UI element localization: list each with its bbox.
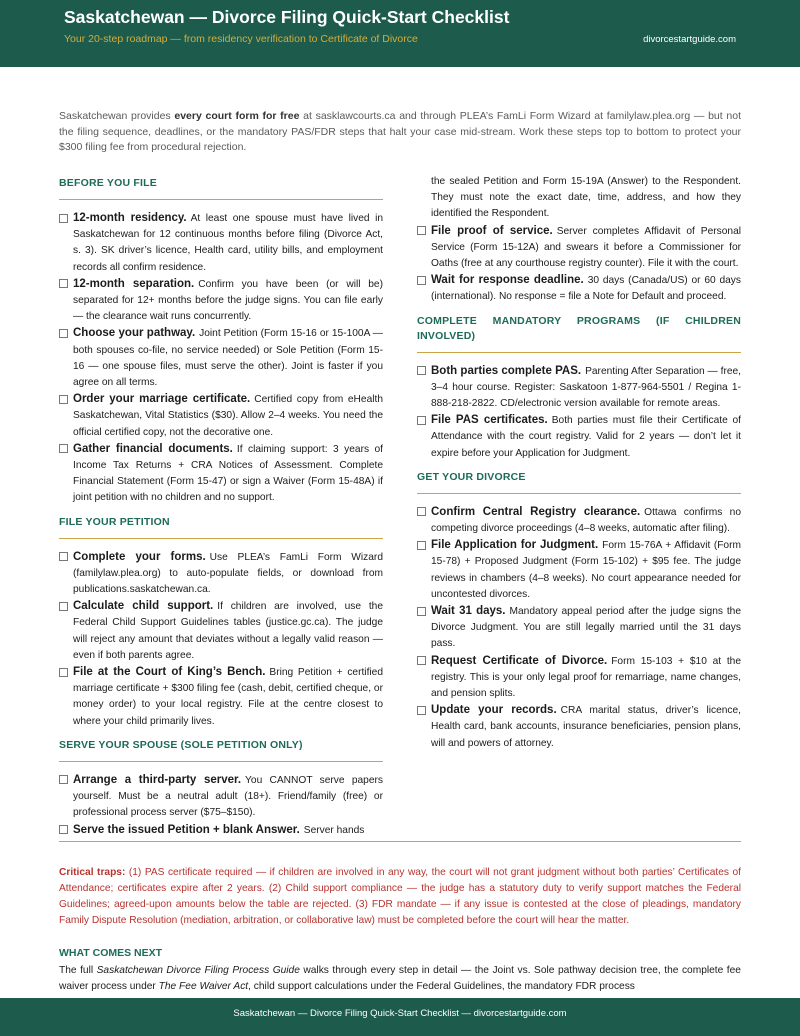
- checkbox-icon[interactable]: [59, 602, 68, 611]
- checkbox-icon[interactable]: [59, 279, 68, 288]
- footer-banner: [0, 998, 800, 1036]
- checklist-item[interactable]: File at the Court of King’s Bench. Bring Petition + certified marriage certificate + $300 filing fee (cash, debit, certified cheque, or money order) to your local registry. File at the centre closest to where your child primarily lives.: [59, 664, 383, 730]
- what-comes-next-text: The full Saskatchewan Divorce Filing Process Guide walks through every step in detail — the Joint vs. Sole pathway decision tree, the complete fee waiver process under The Fee Waiver Act, child support calculations under the Federal Guidelines, the mandatory FDR process: [59, 965, 741, 992]
- checklist-item[interactable]: Update your records. CRA marital status, driver’s licence, Health card, bank accounts, insurance beneficiaries, pension plans, will and powers of attorney.: [417, 702, 741, 752]
- header-banner: [0, 0, 800, 67]
- checklist-item[interactable]: File proof of service. Server completes Affidavit of Personal Service (Form 15-12A) and swears it before a Commissioner for Oaths (free at any courthouse registry counter). File it with the court.: [417, 223, 741, 273]
- checklist-item[interactable]: Wait for response deadline. 30 days (Canada/US) or 60 days (international). No response = file a Note for Default and proceed.: [417, 272, 741, 305]
- checkbox-icon[interactable]: [59, 214, 68, 223]
- checklist-item[interactable]: File Application for Judgment. Form 15-76A + Affidavit (Form 15-78) + Proposed Judgment (Form 15-102) + $95 fee. The judge reviews in chambers (4–8 weeks). No court appearance needed for uncontested divorces.: [417, 537, 741, 603]
- checkbox-icon[interactable]: [417, 656, 426, 665]
- section-heading-get-your-divorce: GET YOUR DIVORCE: [417, 468, 741, 494]
- right-column: [417, 174, 741, 752]
- checklist-item[interactable]: Arrange a third-party server. You CANNOT serve papers yourself. Must be a neutral adult (18+). Friend/family (free) or professional process server ($75–$150).: [59, 772, 383, 822]
- checkbox-icon[interactable]: [59, 395, 68, 404]
- checklist-item[interactable]: Request Certificate of Divorce. Form 15-103 + $10 at the registry. This is your only legal proof for remarriage, name changes, and pension splits.: [417, 653, 741, 703]
- checklist-item[interactable]: Choose your pathway. Joint Petition (Form 15-16 or 15-100A — both spouses co-file, no service needed) or Sole Petition (Form 15-16 — one spouse files, must serve the other). Joint is faster if you agree on all terms.: [59, 325, 383, 391]
- checkbox-icon[interactable]: [417, 366, 426, 375]
- checkbox-icon[interactable]: [59, 668, 68, 677]
- checklist-item[interactable]: Serve the issued Petition + blank Answer. Server hands: [59, 822, 383, 839]
- checklist-item[interactable]: Confirm Central Registry clearance. Ottawa confirms no competing divorce proceedings (4–8 weeks, automatic after filing).: [417, 504, 741, 537]
- checklist-item[interactable]: Wait 31 days. Mandatory appeal period after the judge signs the Divorce Judgment. You are still legally married until the 31 days pass.: [417, 603, 741, 653]
- checkbox-icon[interactable]: [417, 541, 426, 550]
- checkbox-icon[interactable]: [417, 276, 426, 285]
- checkbox-icon[interactable]: [59, 329, 68, 338]
- checklist-item[interactable]: File PAS certificates. Both parties must file their Certificate of Attendance with the court registry. Valid for 2 years — don’t let it expire before your Application for Judgment.: [417, 412, 741, 462]
- checkbox-icon[interactable]: [59, 775, 68, 784]
- checklist-item[interactable]: Order your marriage certificate. Certified copy from eHealth Saskatchewan, Vital Statistics ($30). Allow 2–4 weeks. You need the official certified copy, not the decorative one.: [59, 391, 383, 441]
- checklist-item[interactable]: Complete your forms. Use PLEA’s FamLi Form Wizard (familylaw.plea.org) to auto-populate fields, or download from publications.saskatchewan.ca.: [59, 549, 383, 599]
- checkbox-icon[interactable]: [417, 507, 426, 516]
- left-column: [59, 174, 383, 839]
- page-subtitle: Your 20-step roadmap — from residency verification to Certificate of Divorce: [64, 33, 418, 45]
- checkbox-icon[interactable]: [417, 416, 426, 425]
- checklist-item[interactable]: 12-month residency. At least one spouse must have lived in Saskatchewan for 12 continuous months before filing (Divorce Act, s. 3). SK driver’s licence, Health card, utility bills, and employment records all confirm residence.: [59, 210, 383, 276]
- section-divider: [59, 841, 741, 842]
- section-heading-file-your-petition: FILE YOUR PETITION: [59, 513, 383, 539]
- section-heading-serve-your-spouse: SERVE YOUR SPOUSE (SOLE PETITION ONLY): [59, 736, 383, 762]
- checklist-item[interactable]: Calculate child support. If children are involved, use the Federal Child Support Guidelines tables (justice.gc.ca). The judge will reject any amount that deviates without a legally valid reason — even if both parents agree.: [59, 598, 383, 664]
- section-heading-before-you-file: BEFORE YOU FILE: [59, 174, 383, 200]
- intro-paragraph: Saskatchewan provides every court form for free at sasklawcourts.ca and through PLEA’s FamLi Form Wizard at familylaw.plea.org — but not the filing sequence, deadlines, or the mandatory PAS/FDR steps that halt your case mid-stream. Work these steps top to bottom to protect your $300 filing fee from procedural rejection.: [59, 110, 741, 154]
- checklist-item-continued: the sealed Petition and Form 15-19A (Answer) to the Respondent. They must note the exact date, time, address, and how they identified the Respondent.: [431, 176, 741, 220]
- section-heading-mandatory-programs: COMPLETE MANDATORY PROGRAMS (IF CHILDREN INVOLVED): [417, 312, 741, 353]
- what-comes-next-heading: WHAT COMES NEXT: [59, 947, 163, 959]
- header-site-link[interactable]: divorcestartguide.com: [643, 34, 736, 45]
- checkbox-icon[interactable]: [417, 607, 426, 616]
- checkbox-icon[interactable]: [59, 825, 68, 834]
- footer-text: Saskatchewan — Divorce Filing Quick-Start Checklist — divorcestartguide.com: [233, 1008, 567, 1019]
- checklist-item[interactable]: 12-month separation. Confirm you have been (or will be) separated for 12+ months before the judge signs. You can file early — the clearance wait runs concurrently.: [59, 276, 383, 326]
- critical-traps-note: Critical traps: (1) PAS certificate required — if children are involved in any way, the court will not grant judgment without both parties’ Certificates of Attendance; certificates expire after 2 years. (2) Child support compliance — the judge has a statutory duty to verify support matches the Federal Guidelines; agreed-upon amounts below the table are rejected. (3) FDR mandate — if any issue is contested at the close of pleadings, mandatory Family Dispute Resolution (mediation, arbitration, or collaborative law) must be completed before the court will hear the matter.: [59, 867, 741, 926]
- checklist-item[interactable]: Both parties complete PAS. Parenting After Separation — free, 3–4 hour course. Register: Saskatoon 1-877-964-5501 / Regina 1-888-218-2822. CD/electronic version available for remote areas.: [417, 363, 741, 413]
- checkbox-icon[interactable]: [417, 706, 426, 715]
- page-title: Saskatchewan — Divorce Filing Quick-Start Checklist: [64, 7, 510, 27]
- checkbox-icon[interactable]: [59, 444, 68, 453]
- checklist-item[interactable]: Gather financial documents. If claiming support: 3 years of Income Tax Returns + CRA Notices of Assessment. Complete Financial Statement (Form 15-47) or sign a Waiver (Form 15-48A) if joint petition with no children and no support.: [59, 441, 383, 507]
- checkbox-icon[interactable]: [59, 552, 68, 561]
- checkbox-icon[interactable]: [417, 226, 426, 235]
